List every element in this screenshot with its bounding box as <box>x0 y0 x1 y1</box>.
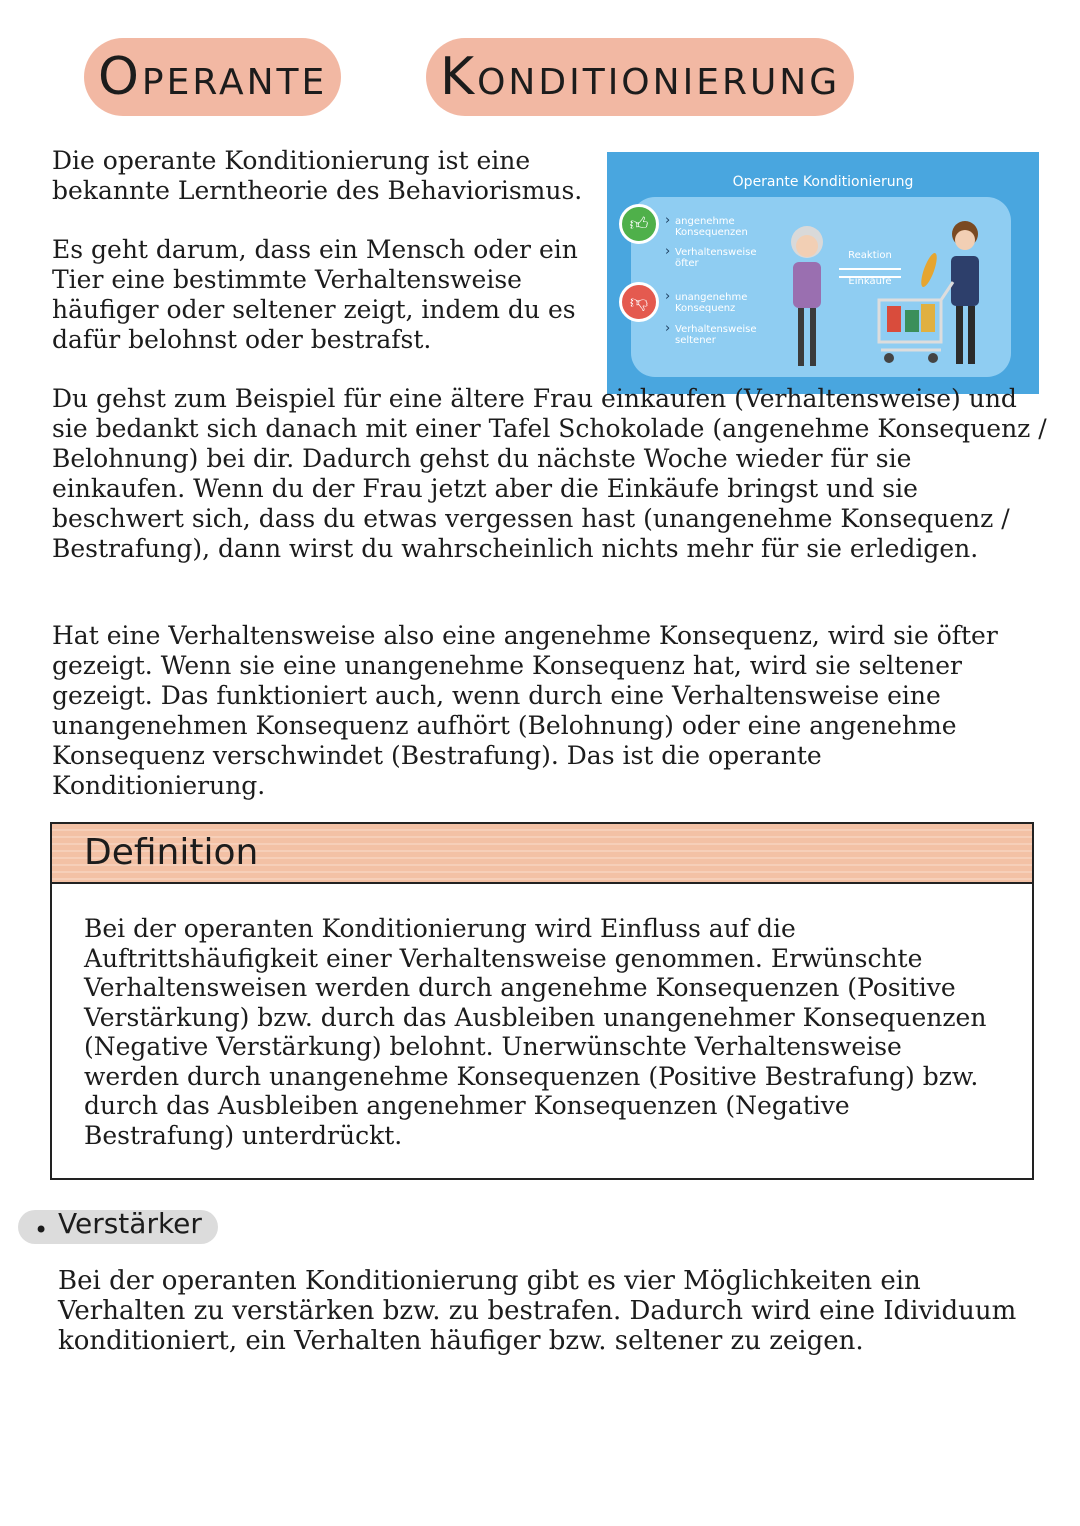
verstaerker-paragraph: Bei der operanten Konditionierung gibt es vier Möglichkeiten ein Verhalten zu verstärken bzw. zu bestrafen. Dadurch wird eine Idividuum konditioniert, ein Verhalten häufiger bzw. seltener zu zeigen. <box>58 1266 1017 1356</box>
title-word-konditionierung: Konditionierung <box>426 38 854 116</box>
section-bullet: • <box>34 1216 49 1244</box>
illustration-figures <box>607 152 1039 394</box>
thumbs-up-icon: 👍︎ <box>619 204 659 244</box>
arrow-label-reaktion: Reaktion <box>848 250 892 261</box>
negative-behavior-label: › Verhaltensweise seltener <box>675 324 765 346</box>
illustration-operante-konditionierung <box>607 152 1039 394</box>
thumbs-down-icon: 👎︎ <box>619 282 659 322</box>
positive-consequence-label: › angenehme Konsequenzen <box>675 216 765 238</box>
definition-header <box>52 824 1032 884</box>
summary-paragraph: Hat eine Verhaltensweise also eine angenehme Konsequenz, wird sie öfter gezeigt. Wenn sie eine unangenehme Konsequenz hat, wird sie seltener gezeigt. Das funktioniert auch, wenn durch eine Verhaltensweise eine unangenehmen Konsequenz aufhört (Belohnung) oder eine angenehme Konsequenz verschwindet (Bestrafung). Das ist die operante Konditionierung. <box>52 621 998 800</box>
definition-box <box>50 822 1034 1180</box>
illustration-title: Operante Konditionierung <box>732 174 914 190</box>
section-heading-verstaerker: Verstärker <box>58 1207 202 1240</box>
intro-paragraph: Die operante Konditionierung ist eine bekannte Lerntheorie des Behaviorismus. <box>52 146 583 205</box>
elderly-woman-figure <box>791 226 823 366</box>
example-paragraph: Du gehst zum Beispiel für eine ältere Frau einkaufen (Verhaltensweise) und sie bedankt sich danach mit einer Tafel Schokolade (angenehme Konsequenz / Belohnung) bei dir. Dadurch gehst du nächste Woche wieder für sie einkaufen. Wenn du der Frau jetzt aber die Einkäufe bringst und sie beschwert sich, dass du etwas vergessen hast (unangenehme Konsequenz / Bestrafung), dann wirst du wahrscheinlich nichts mehr für sie erledigen. <box>52 384 1047 563</box>
title-word-operante: Operante <box>84 38 341 116</box>
arrow-label-einkaeufe: Einkäufe <box>848 276 892 287</box>
positive-behavior-label: › Verhaltensweise öfter <box>675 247 765 269</box>
young-man-with-cart-figure <box>879 221 979 364</box>
definition-body: Bei der operanten Konditionierung wird Einfluss auf die Auftrittshäufigkeit einer Verhaltensweise genommen. Erwünschte Verhaltensweisen werden durch angenehme Konsequenzen (Positive Verstärkung) bzw. durch das Ausbleiben unangenehmer Konsequenzen (Negative Verstärkung) belohnt. Unerwünschte Verhaltensweise werden durch unangenehme Konsequenzen (Positive Bestrafung) bzw. durch das Ausbleiben angenehmer Konsequenzen (Negative Bestrafung) unterdrückt. <box>84 914 987 1150</box>
negative-consequence-label: › unangenehme Konsequenz <box>675 292 765 314</box>
page-title <box>0 38 1080 128</box>
explanation-paragraph: Es geht darum, dass ein Mensch oder ein Tier eine bestimmte Verhaltensweise häufiger oder seltener zeigt, indem du es dafür belohnst oder bestrafst. <box>52 235 578 354</box>
definition-title: Definition <box>84 832 259 873</box>
